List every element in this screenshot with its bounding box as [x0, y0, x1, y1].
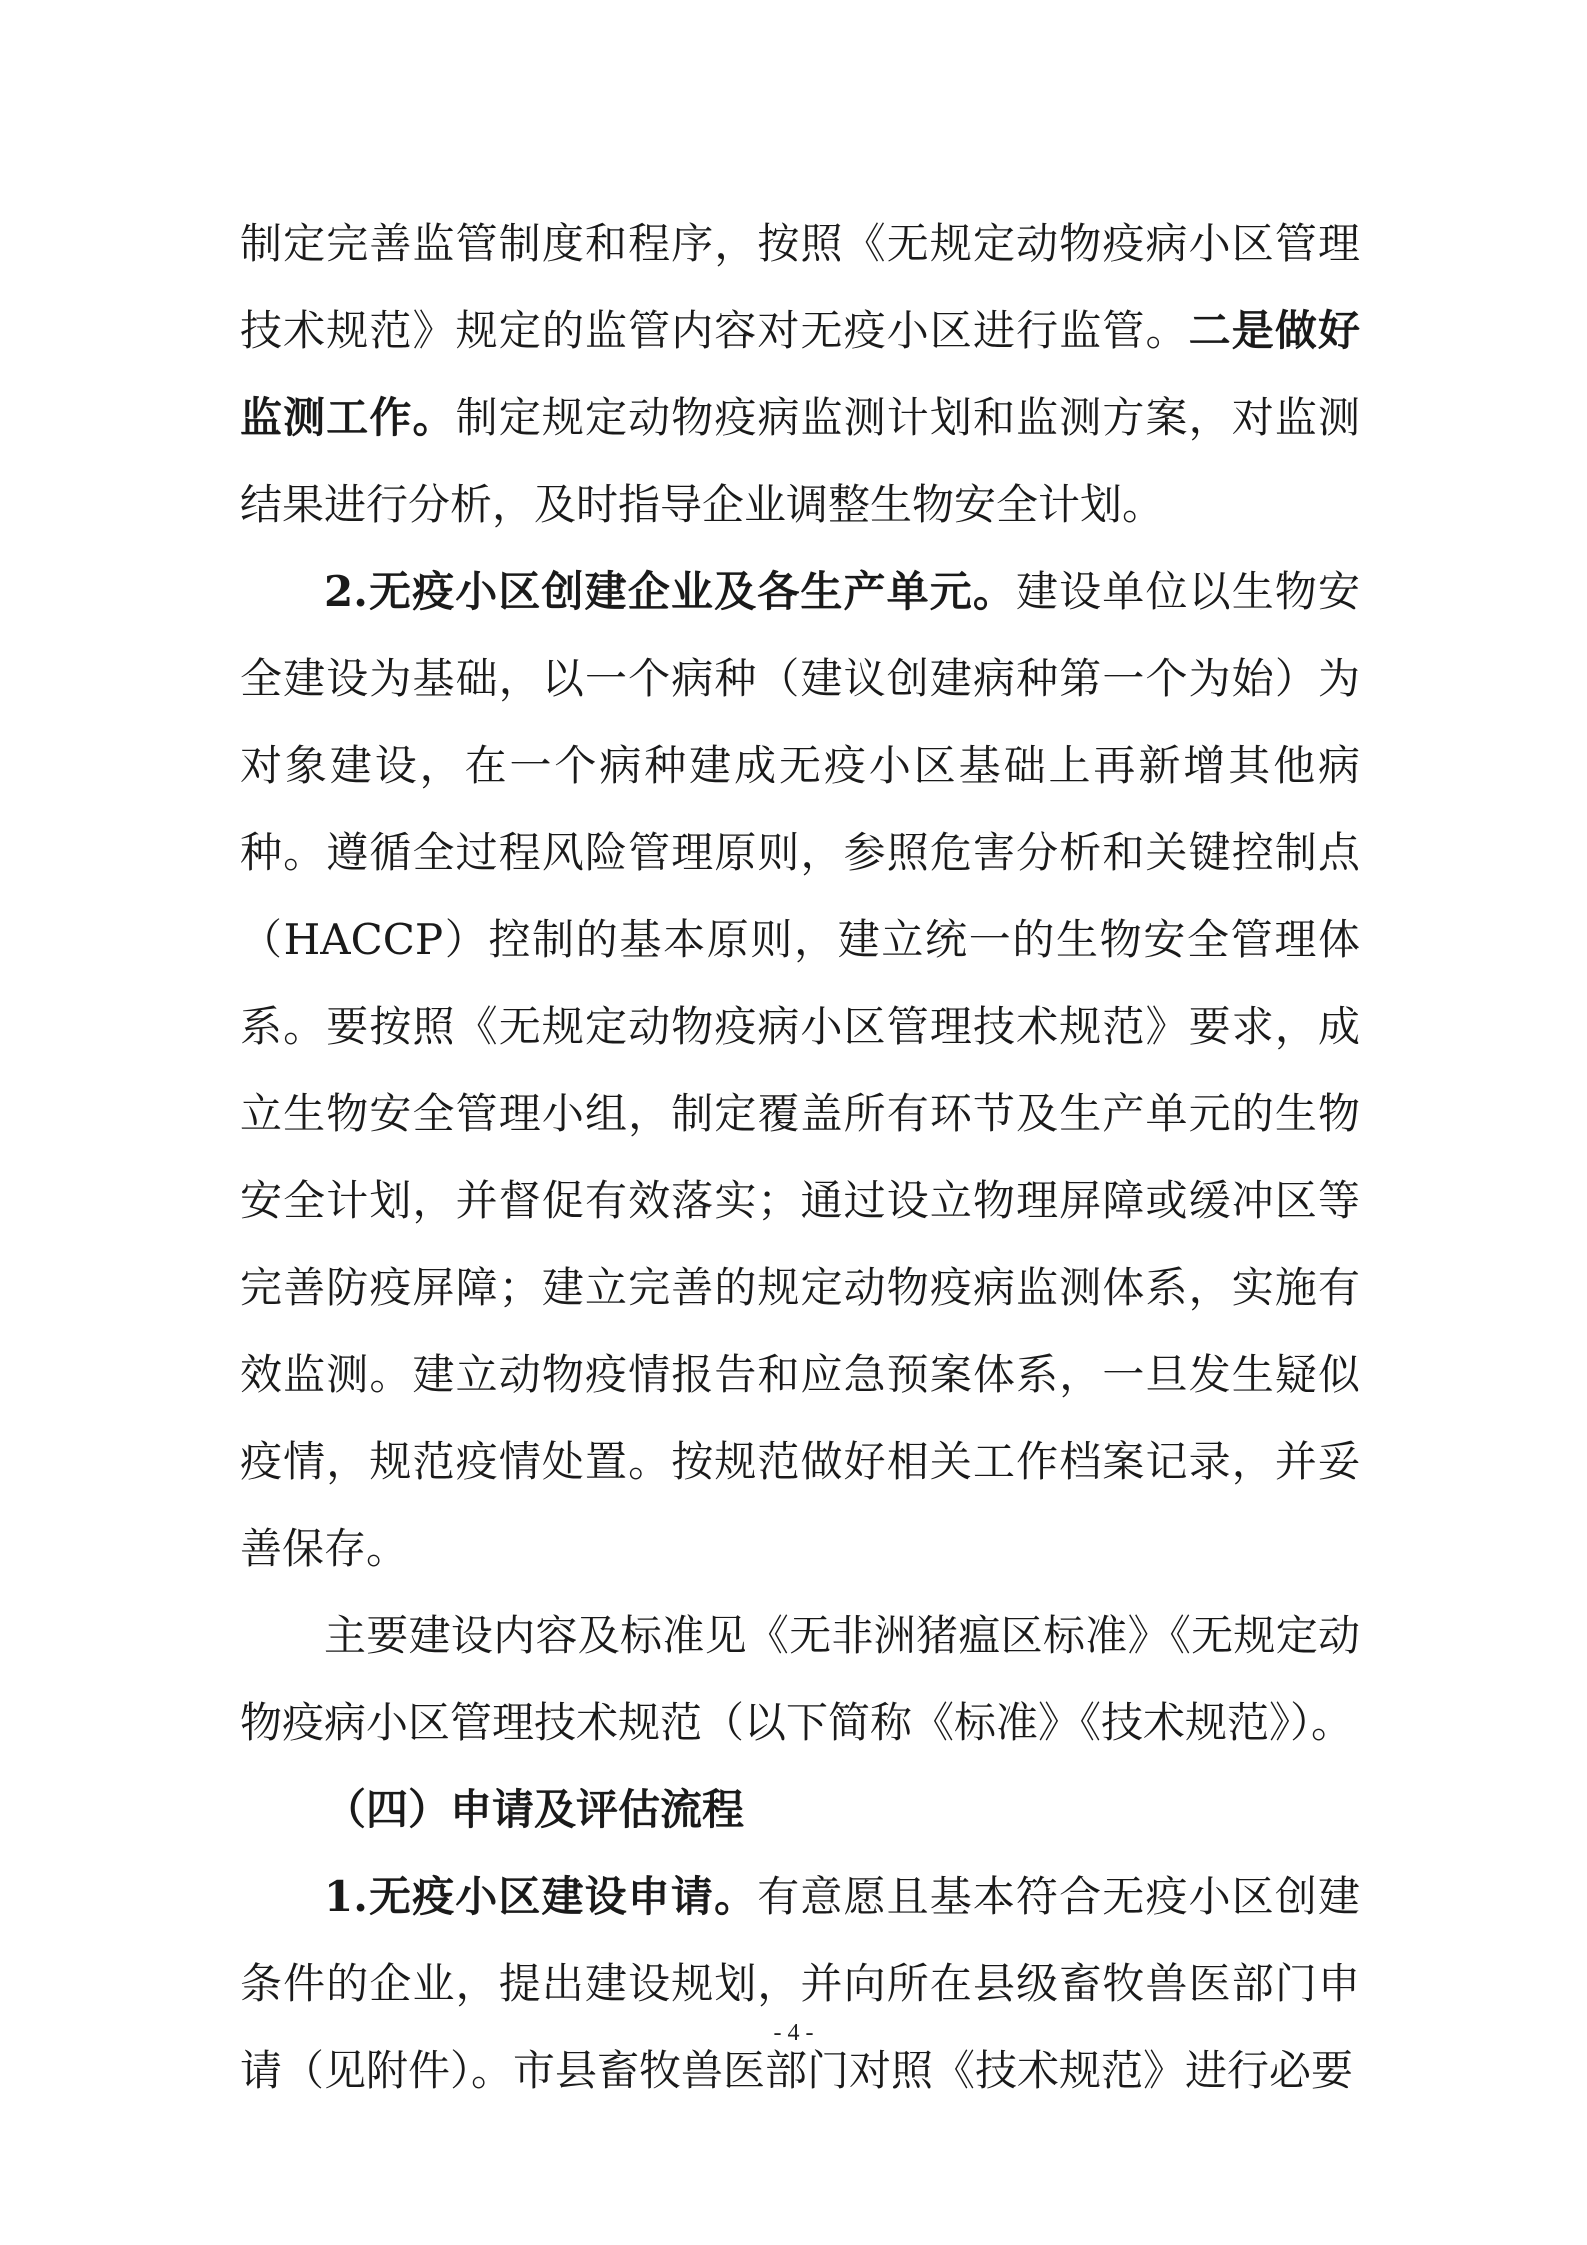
segment: 主要建设内容及标准见《无非洲猪瘟区标准》《无规定动物疫病小区管理技术规范（以下简称《标准》《技术规范》）。 [240, 1611, 1360, 1747]
paragraph-5 [240, 1853, 1360, 2114]
body-text [240, 200, 1360, 2114]
segment-bold: 二是做好监测工作。 [240, 306, 1360, 442]
page-number: - 4 - [773, 2020, 814, 2046]
heading-text: （四）申请及评估流程 [324, 1785, 745, 1834]
segment-bold: 2.无疫小区创建企业及各生产单元。 [324, 567, 1017, 616]
paragraph-3 [240, 1592, 1360, 1766]
segment: 制定规定动物疫病监测计划和监测方案，对监测结果进行分析，及时指导企业调整生物安全计划。 [240, 393, 1360, 529]
segment: 建设单位以生物安全建设为基础，以一个病种（建议创建病种第一个为始）为对象建设，在一个病种建成无疫小区基础上再新增其他病种。遵循全过程风险管理原则，参照危害分析和关键控制点（HACCP）控制的基本原则，建立统一的生物安全管理体系。要按照《无规定动物疫病小区管理技术规范》要求，成立生物安全管理小组，制定覆盖所有环节及生产单元的生物安全计划，并督促有效落实；通过设立物理屏障或缓冲区等完善防疫屏障；建立完善的规定动物疫病监测体系，实施有效监测。建立动物疫情报告和应急预案体系，一旦发生疑似疫情，规范疫情处置。按规范做好相关工作档案记录，并妥善保存。 [240, 567, 1360, 1573]
segment: 制定完善监管制度和程序，按照《无规定动物疫病小区管理技术规范》规定的监管内容对无疫小区进行监管。 [240, 219, 1360, 355]
segment-bold: 1.无疫小区建设申请。 [324, 1872, 758, 1921]
paragraph-2 [240, 548, 1360, 1592]
section-heading [240, 1766, 1360, 1853]
paragraph-1 [240, 200, 1360, 548]
segment: 有意愿且基本符合无疫小区创建条件的企业，提出建设规划，并向所在县级畜牧兽医部门申请（见附件）。市县畜牧兽医部门对照《技术规范》进行必要 [240, 1872, 1360, 2095]
